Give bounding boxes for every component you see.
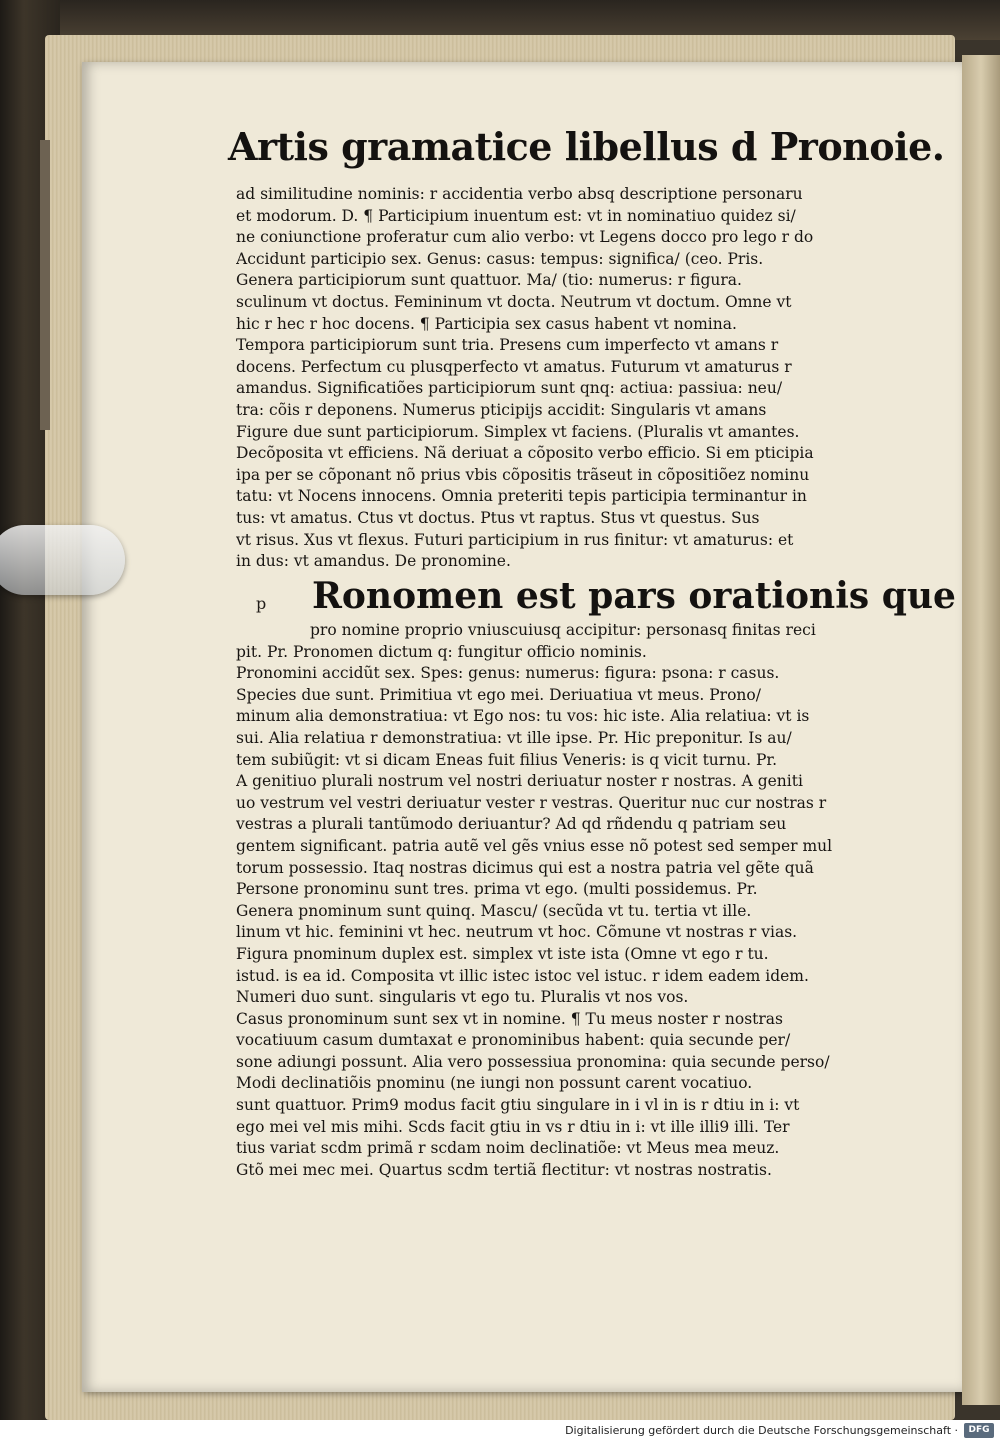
text-line: amandus. Significatiões participiorum sunt qnq: actiua: passiua: neu/ bbox=[236, 379, 783, 398]
text-line: tus: vt amatus. Ctus vt doctus. Ptus vt raptus. Stus vt questus. Sus bbox=[236, 508, 760, 527]
guide-letter: p bbox=[256, 594, 267, 613]
text-line: Genera pnominum sunt quinq. Mascu/ (secũda vt tu. tertia vt ille. bbox=[236, 901, 752, 920]
text-line: ad similitudine nominis: r accidentia verbo absq descriptione personaru bbox=[236, 185, 803, 203]
text-line: torum possessio. Itaq nostras dicimus qui est a nostra patria vel gẽte quã bbox=[236, 858, 814, 877]
text-line: tius variat scdm primã r scdam noim declinatiõe: vt Meus mea meuz. bbox=[236, 1139, 780, 1158]
text-line: Modi declinatiõis pnominu (ne iungi non possunt carent vocatiuo. bbox=[236, 1074, 753, 1093]
text-line: ne coniunctione proferatur cum alio verbo: vt Legens docco pro lego r do bbox=[236, 228, 814, 247]
text-line: Figura pnominum duplex est. simplex vt iste ista (Omne vt ego r tu. bbox=[236, 944, 769, 963]
text-line: Casus pronominum sunt sex vt in nomine. ¶ Tu meus noster r nostras bbox=[236, 1009, 783, 1028]
text-line: linum vt hic. feminini vt hec. neutrum vt hoc. Cõmune vt nostras r vias. bbox=[236, 923, 798, 942]
text-line: in dus: vt amandus. De pronomine. bbox=[236, 552, 511, 571]
text-line: minum alia demonstratiua: vt Ego nos: tu vos: hic iste. Alia relatiua: vt is bbox=[236, 707, 810, 726]
text-line: Persone pronominu sunt tres. prima vt ego. (multi possidemus. Pr. bbox=[236, 880, 758, 899]
text-line: gentem significant. patria autẽ vel gẽs vnius esse nõ potest sed semper mul bbox=[236, 836, 833, 855]
text-line: docens. Perfectum cu plusqperfecto vt amatus. Futurum vt amaturus r bbox=[236, 357, 792, 376]
text-line: tatu: vt Nocens innocens. Omnia preteriti tepis participia terminantur in bbox=[236, 487, 807, 506]
dfg-logo: DFG bbox=[964, 1423, 994, 1438]
text-line: sone adiungi possunt. Alia vero possessiua pronomina: quia secunde perso/ bbox=[236, 1052, 830, 1071]
text-line: A genitiuo plurali nostrum vel nostri deriuatur noster r nostras. A geniti bbox=[236, 772, 803, 791]
text-line: sunt quattuor. Prim9 modus facit gtiu singulare in i vl in is r dtiu in i: vt bbox=[236, 1096, 800, 1115]
text-line: ipa per se cõponant nõ prius vbis cõpositis trãseut in cõpositiõez nominu bbox=[236, 465, 810, 484]
next-page-edge bbox=[962, 55, 1000, 1405]
footer-credit: Digitalisierung gefördert durch die Deutsche Forschungsgemeinschaft · bbox=[565, 1424, 958, 1437]
text-line: Tempora participiorum sunt tria. Presens cum imperfecto vt amans r bbox=[236, 336, 779, 355]
text-line: Accidunt participio sex. Genus: casus: tempus: significa/ (ceo. Pris. bbox=[236, 249, 764, 268]
binding-strap bbox=[40, 140, 50, 430]
text-line: Pronomini accidũt sex. Spes: genus: numerus: figura: psona: r casus. bbox=[236, 664, 780, 683]
text-line: hic r hec r hoc docens. ¶ Participia sex casus habent vt nomina. bbox=[236, 314, 737, 333]
text-line: vt risus. Xus vt flexus. Futuri participium in rus finitur: vt amaturus: et bbox=[236, 530, 794, 549]
text-line: vestras a plurali tantũmodo deriuantur? Ad qd rñdendu q patriam seu bbox=[236, 815, 787, 834]
text-line: uo vestrum vel vestri deriuatur vester r vestras. Queritur nuc cur nostras r bbox=[236, 793, 827, 812]
text-line: Figure due sunt participiorum. Simplex vt faciens. (Pluralis vt amantes. bbox=[236, 422, 800, 441]
text-block-bottom bbox=[236, 620, 896, 1181]
page-clip bbox=[0, 525, 125, 595]
text-line: vocatiuum casum dumtaxat e pronominibus habent: quia secunde per/ bbox=[236, 1031, 791, 1050]
text-line: Numeri duo sunt. singularis vt ego tu. Pluralis vt nos vos. bbox=[236, 988, 689, 1007]
section-heading: Ronomen est pars orationis que bbox=[312, 575, 956, 617]
book-cover-top bbox=[40, 0, 1000, 40]
text-block-top bbox=[236, 184, 896, 573]
text-line: Decõposita vt efficiens. Nã deriuat a cõposito verbo efficio. Si em pticipia bbox=[236, 444, 814, 463]
text-line: istud. is ea id. Composita vt illic istec istoc vel istuc. r idem eadem idem. bbox=[236, 966, 809, 985]
text-line: sui. Alia relatiua r demonstratiua: vt ille ipse. Pr. Hic preponitur. Is au/ bbox=[236, 728, 792, 747]
running-head: Artis gramatice libellus d Pronoie. bbox=[228, 124, 945, 169]
text-line: et modorum. D. ¶ Participium inuentum est: vt in nominatiuo quidez si/ bbox=[236, 206, 796, 225]
heading-continuation: pro nomine proprio vniuscuiusq accipitur: personasq finitas reci bbox=[310, 621, 816, 639]
text-line: Species due sunt. Primitiua vt ego mei. Deriuatiua vt meus. Prono/ bbox=[236, 685, 761, 704]
text-line: Gtõ mei mec mei. Quartus scdm tertiã flectitur: vt nostras nostratis. bbox=[236, 1160, 772, 1179]
footer-bar bbox=[0, 1420, 1000, 1442]
text-line: sculinum vt doctus. Femininum vt docta. Neutrum vt doctum. Omne vt bbox=[236, 292, 792, 311]
text-line: tem subiũgit: vt si dicam Eneas fuit filius Veneris: is q vicit turnu. Pr. bbox=[236, 750, 778, 769]
text-line: ego mei vel mis mihi. Scds facit gtiu in vs r dtiu in i: vt ille illi9 illi. Ter bbox=[236, 1117, 790, 1136]
text-line: tra: cõis r deponens. Numerus pticipijs accidit: Singularis vt amans bbox=[236, 400, 767, 419]
text-line: Genera participiorum sunt quattuor. Ma/ (tio: numerus: r figura. bbox=[236, 271, 742, 290]
text-line: pit. Pr. Pronomen dictum q: fungitur officio nominis. bbox=[236, 642, 647, 661]
